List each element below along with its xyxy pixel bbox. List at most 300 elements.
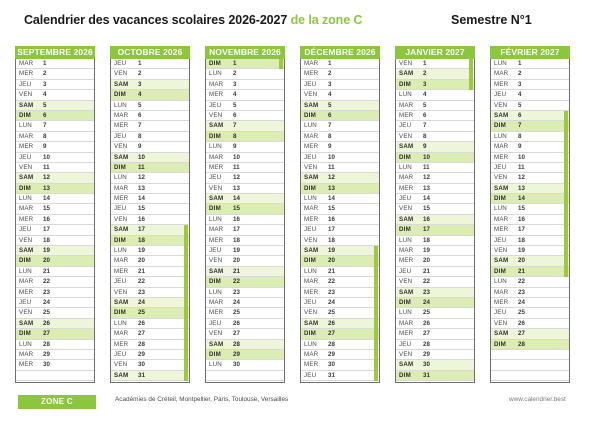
day-number: 15 xyxy=(518,205,525,213)
day-row[interactable] xyxy=(301,246,379,256)
day-number: 21 xyxy=(43,267,50,275)
day-row[interactable] xyxy=(491,194,569,204)
day-row[interactable] xyxy=(491,340,569,350)
day-row[interactable] xyxy=(491,121,569,131)
month-inner xyxy=(15,46,95,383)
day-number: 10 xyxy=(138,153,145,161)
day-row[interactable] xyxy=(16,267,94,277)
day-row[interactable] xyxy=(396,350,474,360)
day-row[interactable] xyxy=(111,267,189,277)
day-of-week: MAR xyxy=(494,215,509,223)
day-row[interactable] xyxy=(16,319,94,329)
day-number: 25 xyxy=(138,309,145,317)
day-number: 12 xyxy=(518,174,525,182)
day-row[interactable] xyxy=(396,173,474,183)
day-number: 25 xyxy=(328,309,335,317)
day-row[interactable] xyxy=(111,215,189,225)
day-number: 10 xyxy=(328,153,335,161)
day-row[interactable] xyxy=(301,69,379,79)
day-of-week: LUN xyxy=(209,288,222,296)
day-number: 3 xyxy=(43,80,47,88)
day-row[interactable] xyxy=(111,340,189,350)
day-row[interactable] xyxy=(491,184,569,194)
day-number: 24 xyxy=(328,298,335,306)
day-row[interactable] xyxy=(396,184,474,194)
day-number: 6 xyxy=(233,111,237,119)
day-row[interactable] xyxy=(491,277,569,287)
day-row[interactable] xyxy=(301,121,379,131)
day-of-week: JEU xyxy=(304,298,317,306)
day-of-week: LUN xyxy=(114,247,127,255)
day-row[interactable] xyxy=(301,360,379,370)
day-row[interactable] xyxy=(396,308,474,318)
day-row[interactable] xyxy=(16,277,94,287)
day-number: 19 xyxy=(423,247,430,255)
day-of-week: MER xyxy=(304,288,319,296)
day-row[interactable] xyxy=(111,111,189,121)
day-row[interactable] xyxy=(206,173,284,183)
day-of-week: SAM xyxy=(114,298,129,306)
semester-label: Semestre N°1 xyxy=(451,13,532,27)
day-row[interactable] xyxy=(16,288,94,298)
day-row[interactable] xyxy=(111,246,189,256)
day-row[interactable] xyxy=(396,132,474,142)
day-number: 4 xyxy=(423,91,427,99)
month-inner xyxy=(205,46,285,383)
day-row[interactable] xyxy=(16,101,94,111)
day-row[interactable] xyxy=(16,111,94,121)
day-row[interactable] xyxy=(111,163,189,173)
day-of-week: SAM xyxy=(494,184,509,192)
day-row[interactable] xyxy=(396,204,474,214)
day-row[interactable] xyxy=(301,288,379,298)
day-row[interactable] xyxy=(301,256,379,266)
day-row[interactable] xyxy=(111,204,189,214)
day-row[interactable] xyxy=(206,236,284,246)
day-row[interactable] xyxy=(301,173,379,183)
day-row[interactable] xyxy=(301,350,379,360)
day-number: 20 xyxy=(423,257,430,265)
day-of-week: JEU xyxy=(494,309,507,317)
day-row[interactable] xyxy=(206,319,284,329)
day-row[interactable] xyxy=(111,371,189,381)
day-of-week: MAR xyxy=(304,278,319,286)
day-row-empty xyxy=(491,371,569,381)
day-number: 28 xyxy=(518,340,525,348)
day-row[interactable] xyxy=(301,163,379,173)
day-row[interactable] xyxy=(491,256,569,266)
day-row[interactable] xyxy=(491,59,569,69)
day-number: 10 xyxy=(423,153,430,161)
day-row[interactable] xyxy=(16,215,94,225)
day-row[interactable] xyxy=(301,371,379,381)
day-row[interactable] xyxy=(301,215,379,225)
day-number: 7 xyxy=(138,122,142,130)
day-number: 6 xyxy=(518,111,522,119)
day-row[interactable] xyxy=(301,236,379,246)
day-number: 11 xyxy=(233,163,240,171)
day-row[interactable] xyxy=(111,360,189,370)
day-row[interactable] xyxy=(16,246,94,256)
day-row[interactable] xyxy=(396,59,474,69)
day-row[interactable] xyxy=(491,329,569,339)
day-row[interactable] xyxy=(301,225,379,235)
day-row[interactable] xyxy=(111,225,189,235)
day-row[interactable] xyxy=(301,90,379,100)
day-of-week: DIM xyxy=(399,153,411,161)
day-row[interactable] xyxy=(16,121,94,131)
day-number: 18 xyxy=(43,236,50,244)
day-row[interactable] xyxy=(396,69,474,79)
day-row[interactable] xyxy=(206,308,284,318)
day-row[interactable] xyxy=(111,298,189,308)
day-row[interactable] xyxy=(206,340,284,350)
day-row[interactable] xyxy=(491,69,569,79)
day-row[interactable] xyxy=(16,184,94,194)
day-of-week: MAR xyxy=(494,70,509,78)
day-of-week: MER xyxy=(399,184,414,192)
day-of-week: SAM xyxy=(494,257,509,265)
day-number: 1 xyxy=(233,60,237,67)
day-row[interactable] xyxy=(206,132,284,142)
day-row[interactable] xyxy=(16,163,94,173)
day-number: 26 xyxy=(328,319,335,327)
day-row[interactable] xyxy=(301,340,379,350)
day-row[interactable] xyxy=(301,111,379,121)
day-number: 26 xyxy=(43,319,50,327)
day-number: 10 xyxy=(518,153,525,161)
day-row[interactable] xyxy=(301,308,379,318)
day-row[interactable] xyxy=(16,329,94,339)
day-row[interactable] xyxy=(206,204,284,214)
day-row[interactable] xyxy=(111,194,189,204)
day-number: 22 xyxy=(423,278,430,286)
day-row[interactable] xyxy=(301,194,379,204)
day-row[interactable] xyxy=(111,236,189,246)
page-header xyxy=(0,0,600,44)
day-row[interactable] xyxy=(396,246,474,256)
day-row[interactable] xyxy=(206,256,284,266)
day-row[interactable] xyxy=(206,142,284,152)
day-of-week: MAR xyxy=(114,257,129,265)
day-row[interactable] xyxy=(396,111,474,121)
day-number: 23 xyxy=(518,288,525,296)
day-of-week: DIM xyxy=(114,236,126,244)
day-of-week: DIM xyxy=(494,122,506,130)
day-number: 3 xyxy=(518,80,522,88)
day-of-week: DIM xyxy=(209,278,221,286)
day-row[interactable] xyxy=(206,80,284,90)
day-row[interactable] xyxy=(396,215,474,225)
day-row[interactable] xyxy=(16,225,94,235)
day-of-week: VEN xyxy=(209,111,223,119)
day-row[interactable] xyxy=(16,256,94,266)
day-row[interactable] xyxy=(16,69,94,79)
day-row[interactable] xyxy=(16,194,94,204)
day-row[interactable] xyxy=(206,101,284,111)
day-row[interactable] xyxy=(206,59,284,69)
day-row[interactable] xyxy=(111,142,189,152)
day-row[interactable] xyxy=(491,142,569,152)
website-url[interactable]: www.calendrier.best xyxy=(509,396,566,403)
day-of-week: MER xyxy=(304,215,319,223)
day-row[interactable] xyxy=(206,153,284,163)
day-row[interactable] xyxy=(111,132,189,142)
day-number: 23 xyxy=(138,288,145,296)
day-number: 2 xyxy=(518,70,522,78)
day-row[interactable] xyxy=(396,80,474,90)
month-days-list xyxy=(15,59,95,383)
day-of-week: MER xyxy=(19,361,34,369)
day-of-week: MAR xyxy=(209,226,224,234)
month-days-list xyxy=(110,59,190,383)
day-of-week: SAM xyxy=(304,247,319,255)
day-row[interactable] xyxy=(111,69,189,79)
day-row[interactable] xyxy=(301,59,379,69)
day-row[interactable] xyxy=(111,173,189,183)
day-row[interactable] xyxy=(491,308,569,318)
day-number: 22 xyxy=(233,278,240,286)
day-row[interactable] xyxy=(206,163,284,173)
day-row[interactable] xyxy=(206,215,284,225)
day-row[interactable] xyxy=(16,308,94,318)
day-row[interactable] xyxy=(491,236,569,246)
day-row[interactable] xyxy=(206,267,284,277)
day-of-week: VEN xyxy=(494,247,508,255)
day-row[interactable] xyxy=(206,111,284,121)
day-row[interactable] xyxy=(206,350,284,360)
day-row[interactable] xyxy=(491,132,569,142)
day-row[interactable] xyxy=(301,329,379,339)
day-row[interactable] xyxy=(396,194,474,204)
day-row[interactable] xyxy=(491,163,569,173)
day-row[interactable] xyxy=(491,215,569,225)
day-row[interactable] xyxy=(491,90,569,100)
day-of-week: SAM xyxy=(209,195,224,203)
day-row[interactable] xyxy=(206,246,284,256)
day-number: 20 xyxy=(518,257,525,265)
day-number: 20 xyxy=(233,257,240,265)
day-of-week: JEU xyxy=(19,298,32,306)
month-header: SEPTEMBRE 2026 xyxy=(15,46,95,59)
day-of-week: LUN xyxy=(304,340,317,348)
day-row[interactable] xyxy=(206,329,284,339)
day-row[interactable] xyxy=(301,184,379,194)
day-row[interactable] xyxy=(396,142,474,152)
day-row[interactable] xyxy=(111,256,189,266)
day-row[interactable] xyxy=(111,101,189,111)
day-row[interactable] xyxy=(491,288,569,298)
day-number: 14 xyxy=(328,195,335,203)
day-of-week: SAM xyxy=(399,143,414,151)
day-row[interactable] xyxy=(396,277,474,287)
day-row[interactable] xyxy=(206,69,284,79)
day-row[interactable] xyxy=(111,350,189,360)
day-of-week: DIM xyxy=(399,298,411,306)
day-row[interactable] xyxy=(16,350,94,360)
day-of-week: SAM xyxy=(209,122,224,130)
day-row[interactable] xyxy=(206,184,284,194)
day-number: 29 xyxy=(138,350,145,358)
day-row[interactable] xyxy=(111,153,189,163)
day-row[interactable] xyxy=(301,101,379,111)
day-row[interactable] xyxy=(396,236,474,246)
day-row[interactable] xyxy=(301,132,379,142)
day-of-week: MAR xyxy=(114,111,129,119)
day-row[interactable] xyxy=(206,277,284,287)
day-number: 28 xyxy=(328,340,335,348)
day-row[interactable] xyxy=(16,90,94,100)
day-row[interactable] xyxy=(301,80,379,90)
day-number: 2 xyxy=(43,70,47,78)
day-row[interactable] xyxy=(491,101,569,111)
day-row[interactable] xyxy=(396,340,474,350)
day-of-week: JEU xyxy=(304,153,317,161)
day-row[interactable] xyxy=(396,163,474,173)
day-row[interactable] xyxy=(396,267,474,277)
day-number: 9 xyxy=(328,143,332,151)
day-number: 17 xyxy=(138,226,145,234)
day-row[interactable] xyxy=(206,288,284,298)
day-number: 19 xyxy=(43,247,50,255)
day-number: 1 xyxy=(138,60,142,67)
day-number: 1 xyxy=(518,60,522,67)
day-row[interactable] xyxy=(206,298,284,308)
day-of-week: LUN xyxy=(19,195,32,203)
day-row[interactable] xyxy=(396,256,474,266)
day-row[interactable] xyxy=(206,225,284,235)
day-number: 31 xyxy=(328,371,335,379)
day-row[interactable] xyxy=(16,80,94,90)
day-of-week: VEN xyxy=(114,361,128,369)
day-number: 10 xyxy=(43,153,50,161)
day-of-week: MER xyxy=(494,80,509,88)
day-row[interactable] xyxy=(16,173,94,183)
day-row[interactable] xyxy=(491,298,569,308)
day-row[interactable] xyxy=(301,142,379,152)
day-row[interactable] xyxy=(396,225,474,235)
day-number: 11 xyxy=(43,163,50,171)
day-row[interactable] xyxy=(491,267,569,277)
day-row[interactable] xyxy=(111,80,189,90)
day-number: 14 xyxy=(423,195,430,203)
day-row[interactable] xyxy=(396,121,474,131)
day-of-week: JEU xyxy=(114,278,127,286)
day-row[interactable] xyxy=(301,298,379,308)
day-row[interactable] xyxy=(396,371,474,381)
day-row[interactable] xyxy=(16,236,94,246)
day-row[interactable] xyxy=(301,319,379,329)
day-row[interactable] xyxy=(206,194,284,204)
day-row[interactable] xyxy=(301,204,379,214)
day-row[interactable] xyxy=(491,246,569,256)
day-row[interactable] xyxy=(491,111,569,121)
day-row[interactable] xyxy=(396,288,474,298)
day-row[interactable] xyxy=(491,319,569,329)
day-row[interactable] xyxy=(16,360,94,370)
day-number: 29 xyxy=(423,350,430,358)
day-row[interactable] xyxy=(111,319,189,329)
day-row[interactable] xyxy=(396,90,474,100)
day-of-week: MER xyxy=(304,361,319,369)
day-row[interactable] xyxy=(111,90,189,100)
day-row[interactable] xyxy=(111,121,189,131)
day-row[interactable] xyxy=(16,204,94,214)
day-row[interactable] xyxy=(491,225,569,235)
day-row[interactable] xyxy=(206,121,284,131)
day-row[interactable] xyxy=(396,329,474,339)
day-of-week: MER xyxy=(494,153,509,161)
day-number: 22 xyxy=(138,278,145,286)
day-row[interactable] xyxy=(16,298,94,308)
day-of-week: VEN xyxy=(19,236,33,244)
day-number: 12 xyxy=(423,174,430,182)
day-number: 27 xyxy=(423,330,430,338)
day-row[interactable] xyxy=(396,101,474,111)
day-number: 2 xyxy=(233,70,237,78)
day-row[interactable] xyxy=(206,90,284,100)
day-row[interactable] xyxy=(396,360,474,370)
day-number: 4 xyxy=(233,91,237,99)
day-number: 17 xyxy=(328,226,335,234)
day-row[interactable] xyxy=(111,277,189,287)
day-number: 28 xyxy=(423,340,430,348)
day-row[interactable] xyxy=(491,80,569,90)
day-row[interactable] xyxy=(396,319,474,329)
day-of-week: VEN xyxy=(399,205,413,213)
day-row[interactable] xyxy=(16,132,94,142)
day-of-week: MER xyxy=(114,267,129,275)
day-row[interactable] xyxy=(396,298,474,308)
day-number: 19 xyxy=(233,247,240,255)
vacation-period-bar xyxy=(374,246,378,381)
day-number: 28 xyxy=(233,340,240,348)
day-row[interactable] xyxy=(111,308,189,318)
day-row[interactable] xyxy=(206,360,284,370)
day-row[interactable] xyxy=(16,59,94,69)
day-of-week: SAM xyxy=(114,153,129,161)
day-of-week: MAR xyxy=(304,60,319,67)
day-of-week: VEN xyxy=(19,163,33,171)
day-row[interactable] xyxy=(491,173,569,183)
day-row[interactable] xyxy=(301,153,379,163)
day-row-empty xyxy=(16,371,94,381)
day-of-week: MER xyxy=(399,257,414,265)
day-number: 7 xyxy=(423,122,427,130)
day-number: 9 xyxy=(423,143,427,151)
day-number: 18 xyxy=(138,236,145,244)
day-of-week: VEN xyxy=(304,163,318,171)
day-number: 28 xyxy=(138,340,145,348)
day-row[interactable] xyxy=(301,277,379,287)
day-row[interactable] xyxy=(491,153,569,163)
day-row[interactable] xyxy=(491,204,569,214)
day-row[interactable] xyxy=(111,288,189,298)
day-row[interactable] xyxy=(111,184,189,194)
day-row[interactable] xyxy=(16,340,94,350)
day-row[interactable] xyxy=(16,153,94,163)
page-footer xyxy=(0,392,600,424)
day-row[interactable] xyxy=(111,59,189,69)
day-of-week: SAM xyxy=(209,340,224,348)
month-inner xyxy=(300,46,380,383)
day-row[interactable] xyxy=(301,267,379,277)
day-row[interactable] xyxy=(396,153,474,163)
day-of-week: DIM xyxy=(209,350,221,358)
day-of-week: LUN xyxy=(494,205,507,213)
day-row[interactable] xyxy=(16,142,94,152)
day-row[interactable] xyxy=(111,329,189,339)
